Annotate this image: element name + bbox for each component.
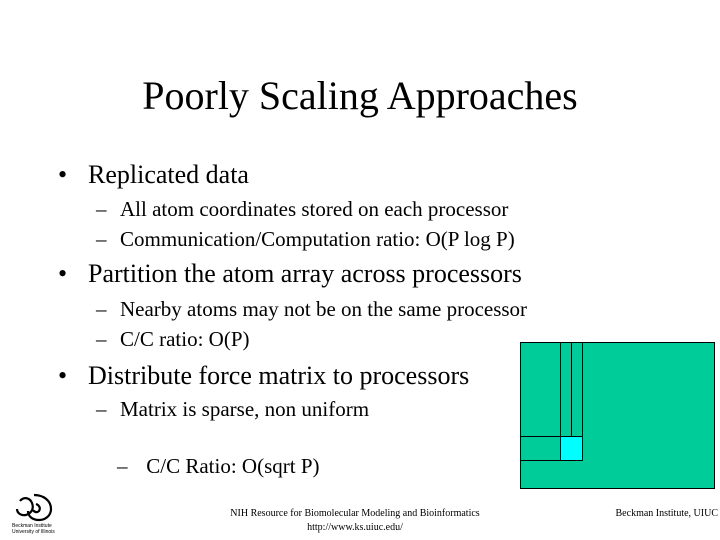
sub-bullet-text: All atom coordinates stored on each processor: [120, 197, 509, 221]
dash-glyph: –: [117, 454, 128, 478]
logo-caption-line1: Beckman Institute: [12, 523, 52, 529]
dash-glyph: –: [96, 227, 107, 251]
sub-bullet: [96, 197, 508, 222]
bullet-partition-atom-array: [58, 259, 522, 289]
footer-center: [220, 507, 490, 535]
beckman-logo-icon: [10, 492, 62, 534]
bullet-replicated-data: [58, 160, 249, 190]
bullet-distribute-force-matrix: [58, 361, 469, 391]
slide-title: Poorly Scaling Approaches: [142, 73, 578, 118]
sub-bullet-text: C/C ratio: O(P): [120, 327, 250, 351]
dash-glyph: –: [96, 397, 107, 421]
sub-bullet-text: Communication/Computation ratio: O(P log P): [120, 227, 515, 251]
sub-bullet: [96, 327, 250, 352]
sub-bullet-text: C/C Ratio: O(sqrt P): [141, 454, 320, 478]
sub-bullet-text: Matrix is sparse, non uniform: [120, 397, 370, 421]
bullet-glyph: •: [58, 259, 68, 288]
bullet-glyph: •: [58, 361, 68, 390]
logo-swirl-middle: [17, 498, 33, 515]
sub-bullet: [96, 397, 369, 422]
dash-glyph: –: [96, 297, 107, 321]
footer-resource-name: NIH Resource for Biomolecular Modeling and Bioinformatics: [230, 508, 480, 519]
matrix-highlight-block: [561, 437, 583, 461]
footer-institution: Beckman Institute, UIUC: [615, 508, 718, 519]
logo-caption-line2: University of Illinois: [12, 529, 55, 534]
bullet-text: Partition the atom array across processors: [88, 259, 522, 288]
sub-bullet: [96, 227, 515, 252]
footer-url[interactable]: http://www.ks.uiuc.edu/: [307, 522, 403, 533]
dash-glyph: –: [96, 327, 107, 351]
bullet-text: Replicated data: [88, 160, 249, 189]
sub-bullet: [96, 429, 320, 504]
sub-bullet-text: Nearby atoms may not be on the same processor: [120, 297, 528, 321]
force-matrix-diagram: [520, 342, 716, 490]
bullet-text: Distribute force matrix to processors: [88, 361, 470, 390]
sub-bullet: [96, 297, 527, 322]
logo-swirl-inner: [33, 504, 40, 512]
matrix-background: [521, 343, 715, 489]
dash-glyph: –: [96, 197, 107, 221]
bullet-glyph: •: [58, 160, 68, 189]
